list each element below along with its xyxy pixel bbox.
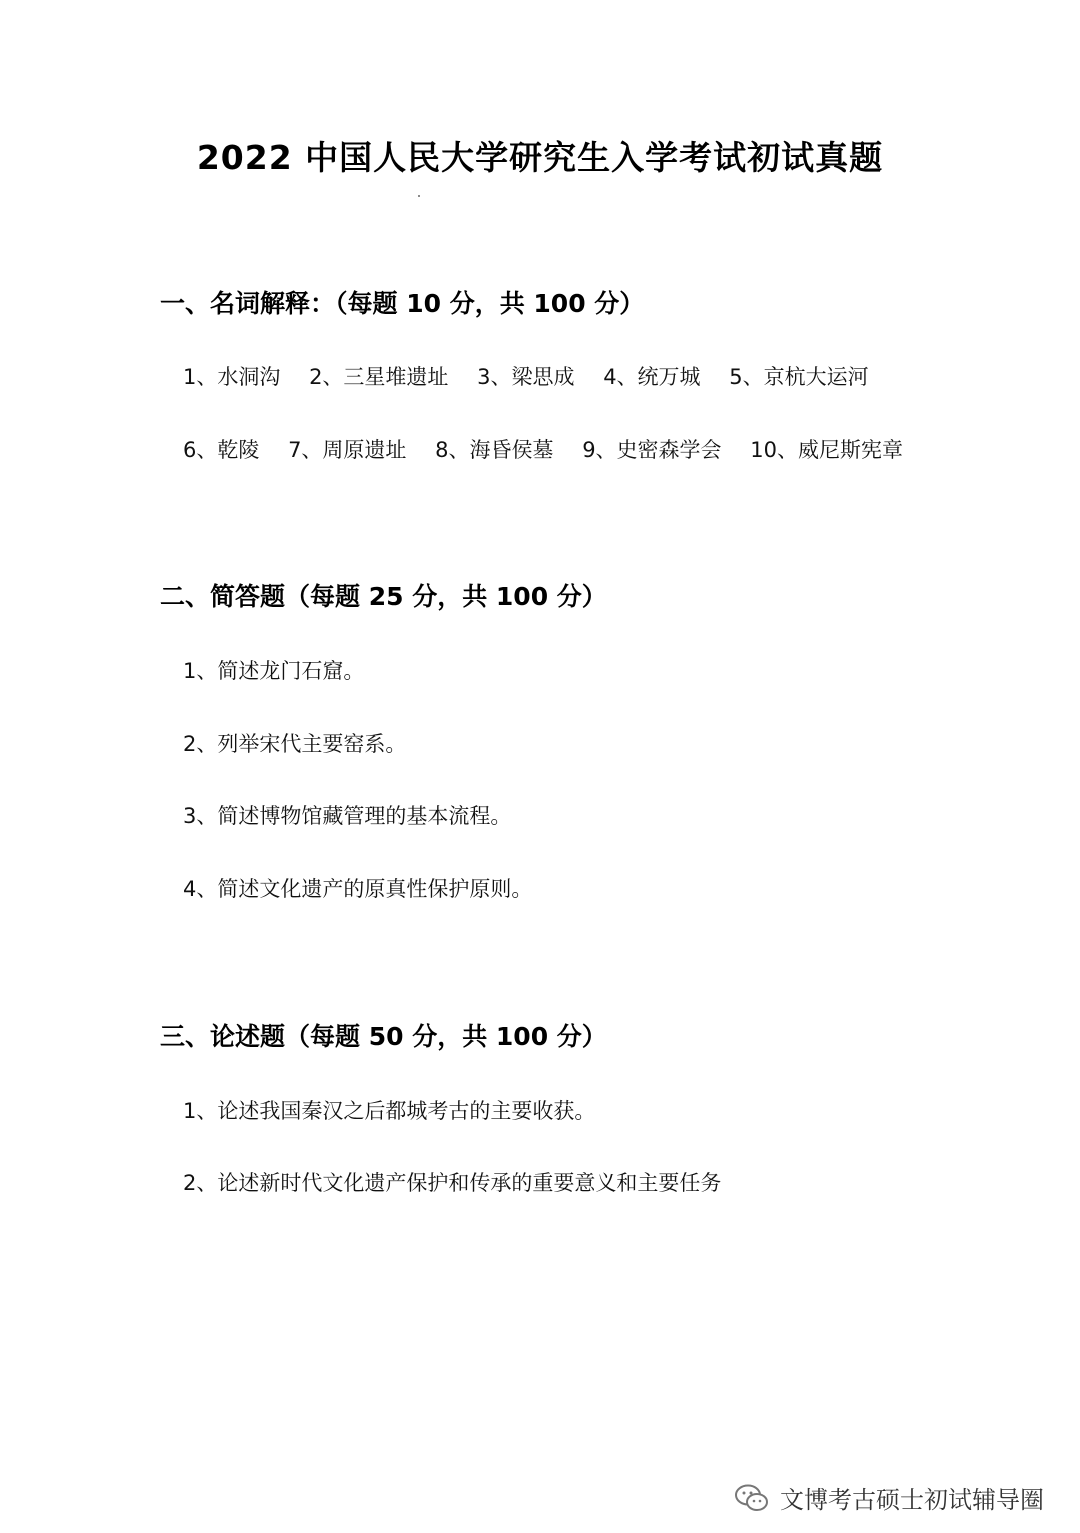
question-item: 4、简述文化遗产的原真性保护原则。 xyxy=(183,877,533,901)
terms-row-1 xyxy=(183,361,891,391)
term-item: 4、统万城 xyxy=(603,365,701,389)
question-item: 1、简述龙门石窟。 xyxy=(183,659,365,683)
term-item: 5、京杭大运河 xyxy=(729,365,869,389)
watermark xyxy=(734,1480,1044,1515)
term-item: 2、三星堆遗址 xyxy=(309,365,449,389)
scan-speck xyxy=(418,195,420,197)
question-item: 1、论述我国秦汉之后都城考古的主要收获。 xyxy=(183,1099,596,1123)
term-item: 7、周原遗址 xyxy=(288,438,407,462)
question-item: 3、简述博物馆藏管理的基本流程。 xyxy=(183,804,512,828)
question-item: 2、论述新时代文化遗产保护和传承的重要意义和主要任务 xyxy=(183,1171,722,1195)
term-item: 3、梁思成 xyxy=(477,365,575,389)
section-heading-essay: 三、论述题（每题 50 分，共 100 分） xyxy=(160,1022,607,1051)
section-heading-short-answer: 二、简答题（每题 25 分，共 100 分） xyxy=(160,582,607,611)
page-title: 2022 中国人民大学研究生入学考试初试真题 xyxy=(196,138,884,177)
terms-row-2 xyxy=(183,434,925,464)
term-item: 1、水洞沟 xyxy=(183,365,281,389)
term-item: 10、威尼斯宪章 xyxy=(750,438,903,462)
term-item: 9、史密森学会 xyxy=(582,438,722,462)
term-item: 8、海昏侯墓 xyxy=(435,438,554,462)
watermark-text: 文博考古硕士初试辅导圈 xyxy=(780,1486,1044,1514)
section-heading-terms: 一、名词解释：（每题 10 分，共 100 分） xyxy=(160,289,645,318)
wechat-icon xyxy=(734,1483,770,1513)
term-item: 6、乾陵 xyxy=(183,438,260,462)
question-item: 2、列举宋代主要窑系。 xyxy=(183,732,407,756)
